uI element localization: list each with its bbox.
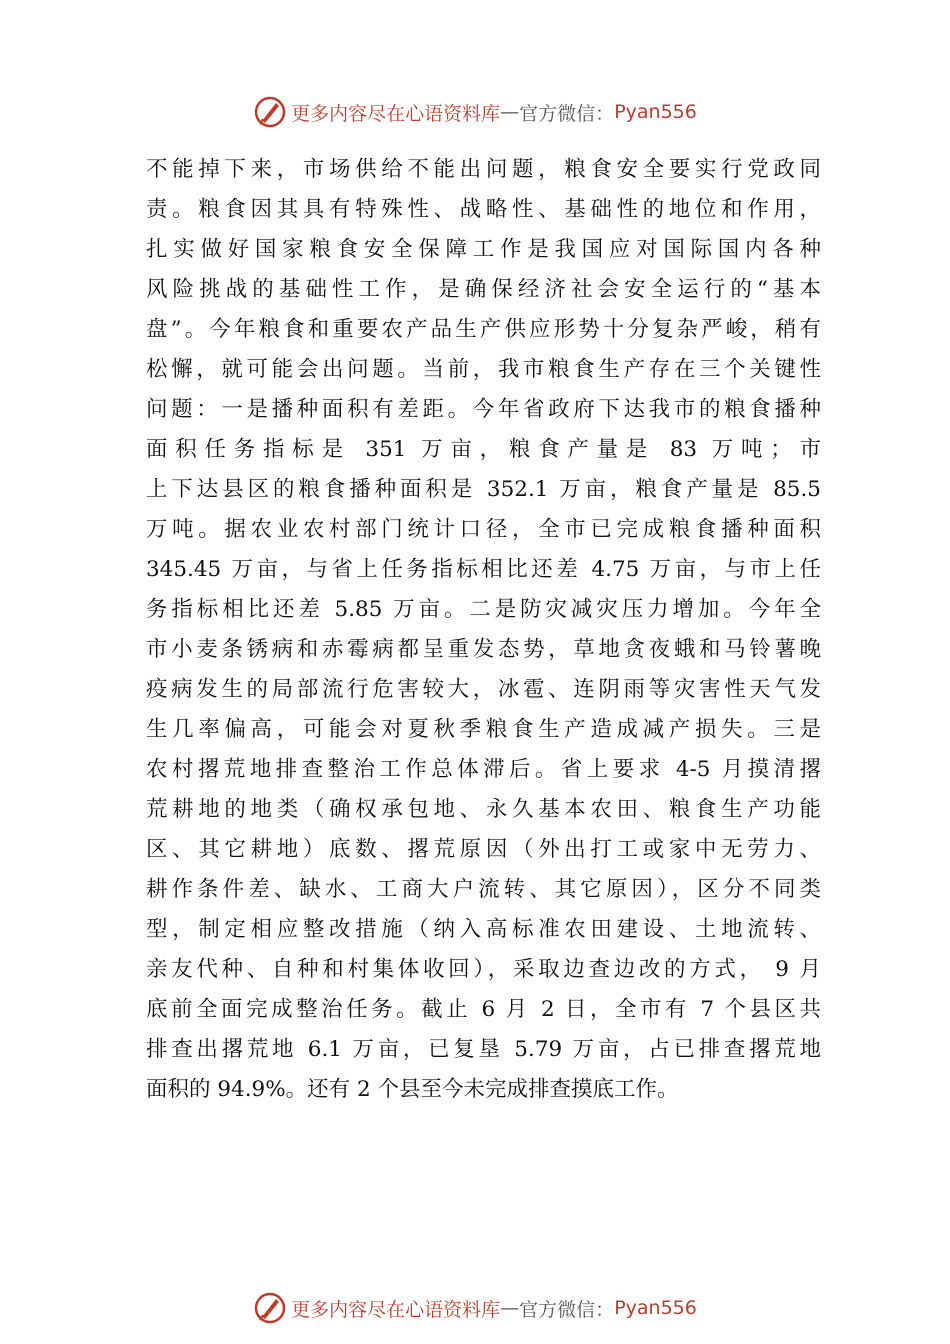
body-line: 问题：一是播种面积有差距。今年省政府下达我市的粮食播种: [146, 397, 821, 422]
watermark-dash: —: [500, 101, 520, 123]
body-line: 面积的 94.9%。还有 2 个县至今未完成排查摸底工作。: [146, 1077, 679, 1102]
body-line: 盘”。今年粮食和重要农产品生产供应形势十分复杂严峻，稍有: [146, 317, 821, 342]
body-line: 上下达县区的粮食播种面积是 352.1 万亩，粮食产量是 85.5: [146, 477, 821, 502]
body-line: 耕作条件差、缺水、工商大户流转、其它原因），区分不同类: [146, 877, 821, 902]
body-line: 排查出撂荒地 6.1 万亩，已复垦 5.79 万亩，占已排查撂荒地: [146, 1037, 821, 1062]
watermark-wechat-id: Pyan556: [614, 101, 697, 123]
body-line: 农村撂荒地排查整治工作总体滞后。省上要求 4-5 月摸清撂: [146, 757, 821, 782]
header-watermark: [0, 92, 950, 132]
body-line: 生几率偏高，可能会对夏秋季粮食生产造成减产损失。三是: [146, 717, 821, 742]
document-body: [146, 150, 821, 1110]
body-line: 亲友代种、自种和村集体收回），采取边查边改的方式， 9 月: [146, 957, 821, 982]
body-line: 疫病发生的局部流行危害较大，冰雹、连阴雨等灾害性天气发: [146, 677, 821, 702]
watermark-wechat-label: 官方微信：: [519, 102, 615, 125]
body-line: 区、其它耕地）底数、撂荒原因（外出打工或家中无劳力、: [146, 837, 821, 862]
body-line: 不能掉下来，市场供给不能出问题，粮食安全要实行党政同: [146, 157, 821, 182]
body-line: 扎实做好国家粮食安全保障工作是我国应对国际国内各种: [146, 237, 821, 262]
watermark-wechat-label: 官方微信：: [519, 1298, 615, 1321]
body-line: 市小麦条锈病和赤霉病都呈重发态势，草地贪夜蛾和马铃薯晚: [146, 637, 821, 662]
watermark-brand: 更多内容尽在心语资料库: [291, 102, 501, 125]
body-line: 面积任务指标是 351 万亩，粮食产量是 83 万吨；市: [146, 437, 821, 462]
watermark-wechat-id: Pyan556: [614, 1297, 697, 1319]
body-line: 345.45 万亩，与省上任务指标相比还差 4.75 万亩，与市上任: [146, 557, 821, 582]
body-line: 务指标相比还差 5.85 万亩。二是防灾减灾压力增加。今年全: [146, 597, 821, 622]
body-line: 万吨。据农业农村部门统计口径，全市已完成粮食播种面积: [146, 517, 821, 542]
watermark-dash: —: [500, 1297, 520, 1319]
body-line: 松懈，就可能会出问题。当前，我市粮食生产存在三个关键性: [146, 357, 821, 382]
body-line: 风险挑战的基础性工作，是确保经济社会安全运行的“基本: [146, 277, 821, 302]
body-line: 底前全面完成整治任务。截止 6 月 2 日，全市有 7 个县区共: [146, 997, 821, 1022]
body-line: 型，制定相应整改措施（纳入高标准农田建设、土地流转、: [146, 917, 821, 942]
quill-seal-icon: [253, 1291, 287, 1325]
footer-watermark: [0, 1288, 950, 1328]
body-line: 责。粮食因其具有特殊性、战略性、基础性的地位和作用，: [146, 197, 821, 222]
watermark-brand: 更多内容尽在心语资料库: [291, 1298, 501, 1321]
quill-seal-icon: [253, 95, 287, 129]
body-line: 荒耕地的地类（确权承包地、永久基本农田、粮食生产功能: [146, 797, 821, 822]
